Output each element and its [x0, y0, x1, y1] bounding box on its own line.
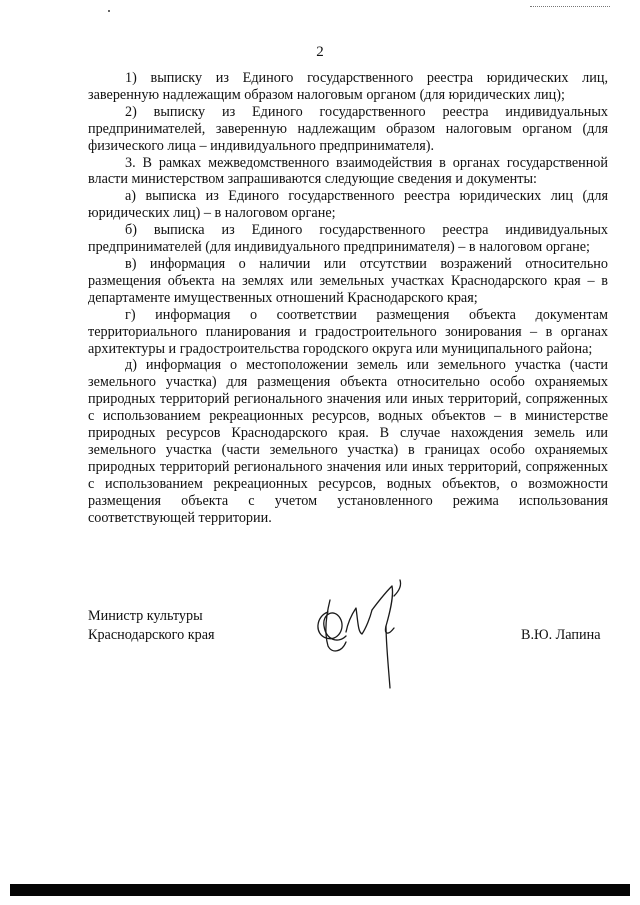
scan-artifact-top [530, 6, 610, 9]
paragraph-d: д) информация о местоположении земель или земельного участка (части земельного участка) для размещения объекта относительно особо охраняемых природных территорий регионального значения или иных территорий, сопряженных с использованием рекреационных ресурсов, водных объектов – в министерстве природных ресурсов Краснодарского края. В случае нахождения земель или земельного участка (части земельного участка) в границах особо охраняемых природных территорий регионального значения или иных территорий, сопряженных с использованием рекреационных ресурсов, водных объектов, о возможности размещения объекта с учетом установленного режима использования соответствующей территории. [88, 357, 608, 526]
signature-stroke-tail [386, 626, 390, 688]
scan-border-bottom [10, 884, 630, 896]
paragraph-3: 3. В рамках межведомственного взаимодействия в органах государственной власти министерством запрашиваются следующие сведения и документы: [88, 154, 608, 188]
signatory-position-line1: Министр культуры [88, 608, 203, 624]
paragraph-b: б) выписка из Единого государственного реестра индивидуальных предпринимателей (для индивидуального предпринимателя) – в налоговом органе; [88, 222, 608, 256]
signatory-name: В.Ю. Лапина [521, 627, 601, 643]
signature-stroke-middle [346, 608, 372, 634]
signature-stroke-loop [318, 612, 346, 640]
document-body [88, 70, 608, 526]
paragraph-1: 1) выписку из Единого государственного реестра юридических лиц, заверенную надлежащим образом налоговым органом (для юридических лиц); [88, 70, 608, 103]
paragraph-a: а) выписка из Единого государственного реестра юридических лиц (для юридических лиц) – в налоговом органе; [88, 188, 608, 222]
signature-stroke-right [372, 586, 394, 633]
signatory-position-line2: Краснодарского края [88, 627, 215, 643]
page-number: 2 [316, 44, 324, 60]
paragraph-g: г) информация о соответствии размещения объекта документам территориального планирования и градостроительного зонирования – в органах архитектуры и градостроительства городского округа или муниципального района; [88, 306, 608, 357]
scan-artifact-dot [108, 10, 110, 12]
signature-stroke-left [326, 600, 346, 651]
signatory-position [88, 607, 215, 645]
paragraph-v: в) информация о наличии или отсутствии возражений относительно размещения объекта на землях или земельных участках Краснодарского края – в департаменте имущественных отношений Краснодарского края; [88, 255, 608, 306]
paragraph-2: 2) выписку из Единого государственного реестра индивидуальных предпринимателей, заверенную надлежащим образом налоговым органом (для физического лица – индивидуального предпринимателя). [88, 103, 608, 154]
handwritten-signature [308, 572, 418, 692]
signature-stroke-hook [394, 580, 401, 596]
